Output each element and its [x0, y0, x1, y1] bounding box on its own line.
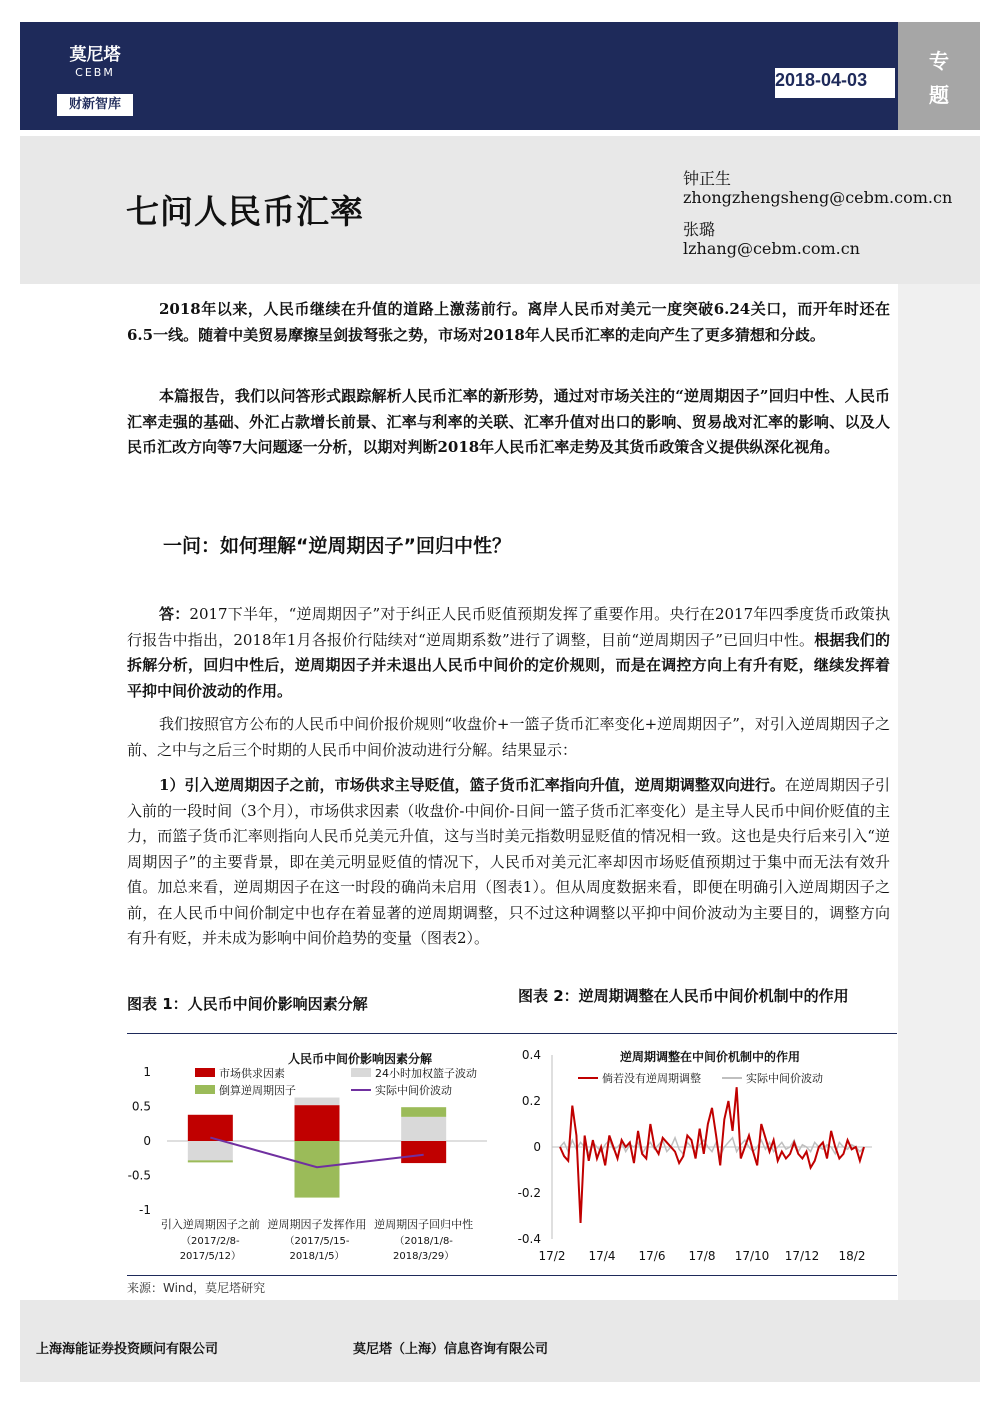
chart2-x-tick: 17/4 — [588, 1249, 616, 1263]
chart2-title: 逆周期调整在中间价机制中的作用 — [619, 1050, 801, 1064]
chart1-x-label: 逆周期因子发挥作用 — [267, 1218, 367, 1231]
chart2-x-tick: 17/8 — [688, 1249, 716, 1263]
method-paragraph: 我们按照官方公布的人民币中间价报价规则“收盘价+一篮子货币汇率变化+逆周期因子”，对引入逆周期因子之前、之中与之后三个时期的人民币中间价波动进行分解。结果显示： — [127, 715, 890, 759]
chart1-bar — [188, 1115, 233, 1141]
logo-cn: 莫尼塔 — [69, 45, 121, 65]
legend-label: 实际中间价波动 — [746, 1072, 823, 1085]
figure1-caption: 图表 1：人民币中间价影响因素分解 — [127, 995, 368, 1013]
legend-label: 市场供求因素 — [219, 1067, 285, 1080]
intro-paragraph: 2018年以来，人民币继续在升值的道路上激荡前行。离岸人民币对美元一度突破6.24关口，而开年时还在6.5一线。随着中美贸易摩擦呈剑拔弩张之势，市场对2018年人民币汇率的走向产生了更多猜想和分歧。 — [127, 300, 890, 344]
chart1-y-tick: -1 — [139, 1203, 151, 1217]
chart1-bar — [295, 1105, 340, 1141]
author-email[interactable]: lzhang@cebm.com.cn — [683, 239, 860, 258]
chart1-bar — [188, 1141, 233, 1160]
summary-paragraph: 本篇报告，我们以问答形式跟踪解析人民币汇率的新形势，通过对市场关注的“逆周期因子”回归中性、人民币汇率走强的基础、外汇占款增长前景、汇率与利率的关联、汇率升值对出口的影响、贸易战对汇率的影响、以及人民币汇改方向等7大问题逐一分析，以期对判断2018年人民币汇率走势及其货币政策含义提供纵深化视角。 — [127, 387, 890, 456]
footer-company-left: 上海海能证券投资顾问有限公司 — [36, 1342, 219, 1357]
figure-bottom-rule — [127, 1275, 897, 1276]
legend-label: 24小时加权篮子波动 — [375, 1067, 477, 1080]
chart1-y-tick: 1 — [143, 1065, 151, 1079]
logo-sub: 财新智库 — [57, 94, 133, 116]
answer-bold-text: 根据我们的拆解分析，回归中性后，逆周期因子并未退出人民币中间价的定价规则，而是在调控方向上有升有贬，继续发挥着平抑中间价波动的作用。 — [127, 630, 890, 700]
chart1-y-tick: -0.5 — [127, 1168, 151, 1183]
chart1-bar — [295, 1098, 340, 1106]
chart2-x-tick: 18/2 — [838, 1249, 866, 1263]
chart1-bar — [295, 1141, 340, 1198]
factor-decomposition-chart — [127, 1040, 512, 1270]
author-name: 钟正生 — [683, 169, 732, 188]
chart2-y-tick: 0 — [533, 1140, 541, 1154]
legend-swatch — [195, 1068, 215, 1077]
legend-label: 实际中间价波动 — [375, 1084, 452, 1097]
chart1-x-sublabel: （2018/1/8- — [394, 1236, 453, 1247]
chart1-x-sublabel: 2018/1/5） — [289, 1251, 345, 1262]
author-email[interactable]: zhongzhengsheng@cebm.com.cn — [683, 188, 953, 207]
answer-lead: 答： — [159, 605, 190, 623]
chart2-y-tick: 0.2 — [521, 1094, 541, 1108]
answer-paragraph — [127, 602, 890, 704]
finding-paragraph — [127, 773, 890, 952]
tag-line-2: 题 — [929, 83, 949, 107]
chart2-x-tick: 17/10 — [734, 1249, 770, 1263]
legend-swatch — [351, 1068, 371, 1077]
chart1-x-sublabel: 2017/5/12） — [179, 1251, 241, 1262]
finding-text: 在逆周期因子引入前的一段时间（3个月），市场供求因素（收盘价-中间价-日间一篮子货币汇率变化）是主导人民币中间价贬值的主力，而篮子货币汇率则指向人民币兑美元升值，这与当时美元指数明显贬值的情况相一致。这也是央行后来引入“逆周期因子”的主要背景，即在美元明显贬值的情况下，人民币对美元汇率却因市场贬值预期过于集中而无法有效升值。加总来看，逆周期因子在这一时段的确尚未启用（图表1）。但从周度数据来看，即便在明确引入逆周期因子之前，在人民币中间价制定中也存在着显著的逆周期调整，只不过这种调整以平抑中间价波动为主要目的，调整方向有升有贬，并未成为影响中间价趋势的变量（图表2）。 — [127, 776, 890, 947]
chart2-y-tick: -0.4 — [517, 1232, 541, 1246]
chart1-x-label: 引入逆周期因子之前 — [160, 1218, 260, 1231]
chart2-x-tick: 17/2 — [538, 1249, 566, 1263]
chart2-x-tick: 17/6 — [638, 1249, 666, 1263]
chart1-x-label: 逆周期因子回归中性 — [374, 1218, 474, 1231]
chart1-y-tick: 0 — [143, 1134, 151, 1148]
legend-label: 倒算逆周期因子 — [219, 1084, 296, 1097]
chart1-bar — [401, 1107, 446, 1117]
chart2-y-tick: 0.4 — [521, 1048, 541, 1062]
logo-en: CEBM — [75, 66, 115, 79]
chart2-series-line — [560, 1087, 864, 1223]
figure-top-rule — [127, 1033, 897, 1034]
right-sidebar — [898, 284, 980, 1300]
footer-company-right: 莫尼塔（上海）信息咨询有限公司 — [353, 1342, 549, 1357]
author-name: 张璐 — [683, 220, 716, 239]
report-type-tag — [898, 22, 980, 130]
chart1-x-sublabel: （2017/5/15- — [284, 1236, 350, 1247]
page-title: 七问人民币汇率 — [126, 192, 364, 231]
source-note: 来源：Wind，莫尼塔研究 — [127, 1281, 266, 1295]
chart1-y-tick: 0.5 — [131, 1099, 151, 1114]
chart1-title: 人民币中间价影响因素分解 — [287, 1052, 433, 1066]
finding-bold-text: 1）引入逆周期因子之前，市场供求主导贬值，篮子货币汇率指向升值，逆周期调整双向进行。 — [159, 776, 785, 794]
chart1-x-sublabel: （2017/2/8- — [181, 1236, 240, 1247]
chart1-x-sublabel: 2018/3/29） — [393, 1251, 455, 1262]
counter-cyclical-chart — [510, 1040, 895, 1270]
figure2-caption: 图表 2：逆周期调整在人民币中间价机制中的作用 — [518, 987, 849, 1005]
tag-line-1: 专 — [929, 49, 949, 73]
company-logo — [57, 38, 133, 118]
chart1-bar — [401, 1141, 446, 1163]
legend-label: 倘若没有逆周期调整 — [602, 1072, 701, 1085]
section-heading: 一问：如何理解“逆周期因子”回归中性？ — [163, 535, 511, 557]
legend-swatch — [195, 1085, 215, 1094]
chart2-y-tick: -0.2 — [517, 1186, 541, 1200]
report-date: 2018-04-03 — [775, 70, 868, 90]
chart1-bar — [401, 1117, 446, 1141]
chart1-bar — [188, 1160, 233, 1162]
chart2-x-tick: 17/12 — [784, 1249, 820, 1263]
answer-text: 2017下半年，“逆周期因子”对于纠正人民币贬值预期发挥了重要作用。央行在2017年四季度货币政策执行报告中指出，2018年1月各报价行陆续对“逆周期系数”进行了调整，目前“逆周期因子”已回归中性。 — [127, 605, 890, 649]
header-band — [20, 22, 898, 130]
